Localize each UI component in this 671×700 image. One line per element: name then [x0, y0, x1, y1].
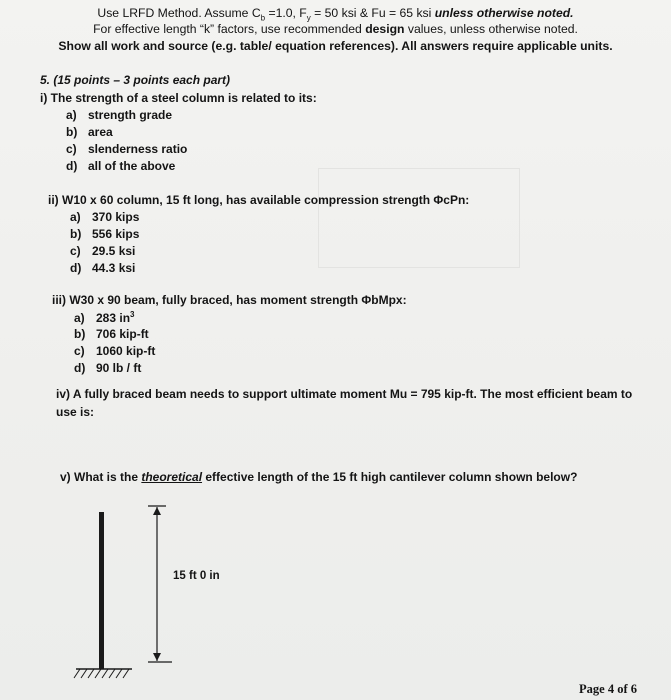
part-i-prompt: i) The strength of a steel column is related to its: [40, 91, 317, 105]
option-i-a: a) strength grade [66, 108, 173, 122]
part-v-prompt: v) What is the theoretical effective length of the 15 ft high cantilever column shown below? [60, 470, 578, 484]
header-line-1: Use LRFD Method. Assume $C_b =1.0$, $F_y = 50$ ksi & Fu = 65 ksi unless otherwise noted. [97, 6, 574, 23]
option-iii-d: d) 90 lb / ft [74, 361, 142, 375]
option-iii-b: b) 706 kip-ft [74, 327, 149, 341]
option-i-d: d) all of the above [66, 159, 176, 173]
dimension-arrow-top [153, 507, 161, 515]
option-ii-a: a) 370 kips [70, 210, 140, 224]
option-ii-c: c) 29.5 ksi [70, 244, 136, 258]
option-iii-a: a) 283 $in^3$ [74, 310, 135, 325]
fixed-support-hatch [74, 669, 129, 678]
option-i-c: c) slenderness ratio [66, 142, 188, 156]
part-iv-prompt-line1: iv) A fully braced beam needs to support ultimate moment Mu = 795 kip-ft. The most efficient beam to [56, 387, 633, 401]
option-i-b: b) area [66, 125, 113, 139]
question-title: 5. (15 points – 3 points each part) [40, 73, 231, 87]
part-iv-prompt-line2: use is: [56, 405, 95, 419]
page-number: Page 4 of 6 [579, 682, 637, 696]
dimension-arrow-bottom [153, 653, 161, 661]
part-ii-prompt: ii) W10 x 60 column, 15 ft long, has available compression strength ΦcPn: [48, 193, 470, 207]
part-iii-prompt: iii) W30 x 90 beam, fully braced, has moment strength ΦbMpx: [52, 293, 407, 307]
option-ii-b: b) 556 kips [70, 227, 140, 241]
option-iii-c: c) 1060 kip-ft [74, 344, 156, 358]
option-ii-d: d) 44.3 ksi [70, 261, 136, 275]
header-line-3: Show all work and source (e.g. table/ equation references). All answers require applicable units. [58, 39, 613, 53]
header-line-2: For effective length “k” factors, use recommended design values, unless otherwise noted. [93, 22, 578, 36]
column-member [99, 512, 104, 669]
dimension-label: 15 ft 0 in [173, 570, 220, 582]
